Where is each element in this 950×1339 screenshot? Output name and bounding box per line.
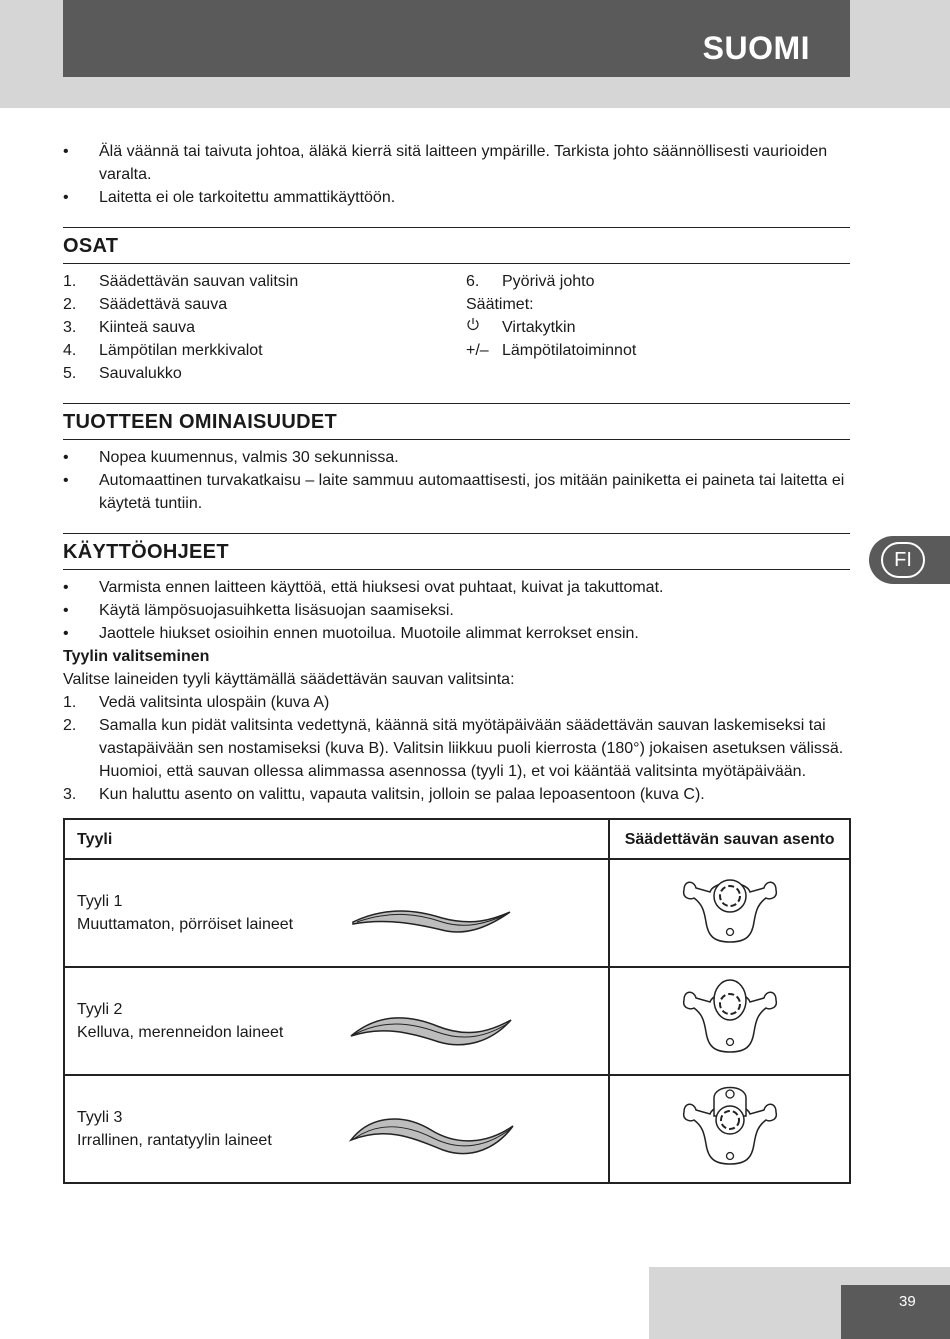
style-name: Tyyli 3 — [77, 1109, 123, 1126]
usage-bullet-list — [63, 576, 850, 645]
list-item: 4. Lämpötilan merkkivalot — [63, 342, 263, 359]
dial-position-2-icon — [609, 967, 850, 1075]
column-header-style: Tyyli — [64, 819, 609, 859]
style-description: Muuttamaton, pörröiset laineet — [77, 916, 294, 933]
language-title: SUOMI — [702, 30, 810, 66]
footer-page-box — [841, 1285, 950, 1339]
list-item: • Käytä lämpösuojasuihketta lisäsuojan saamiseksi. — [63, 602, 454, 619]
section-title-usage: KÄYTTÖOHJEET — [63, 533, 850, 570]
list-item: • Varmista ennen laitteen käyttöä, että hiuksesi ovat puhtaat, kuivat ja takuttomat. — [63, 579, 664, 596]
list-item: • Automaattinen turvakatkaisu – laite sammuu automaattisesti, jos mitään painiketta ei paineta tai laitetta ei käytetä tuntiin. — [63, 472, 845, 512]
list-item: 5. Sauvalukko — [63, 365, 182, 382]
style-name: Tyyli 1 — [77, 893, 123, 910]
list-item: • Laitetta ei ole tarkoitettu ammattikäyttöön. — [63, 189, 396, 206]
power-icon — [466, 316, 480, 339]
section-title-osat: OSAT — [63, 227, 850, 264]
language-tab — [869, 536, 950, 584]
list-item: • Nopea kuumennus, valmis 30 sekunnissa. — [63, 449, 399, 466]
wave-style-3-icon — [347, 1096, 517, 1166]
table-row — [64, 1075, 850, 1183]
list-item: • Jaottele hiukset osioihin ennen muotoilua. Muotoile alimmat kerrokset ensin. — [63, 625, 639, 642]
language-code-badge: FI — [881, 542, 925, 578]
content — [63, 140, 850, 1184]
table-row — [64, 967, 850, 1075]
wave-style-1-icon — [347, 880, 517, 950]
list-item: 3. Kun haluttu asento on valittu, vapauta valitsin, jolloin se palaa lepoasentoon (kuva C). — [63, 786, 705, 803]
parts-list — [63, 270, 850, 385]
page-number: 39 — [899, 1293, 916, 1310]
dial-position-3-icon — [609, 1075, 850, 1183]
style-intro: Valitse laineiden tyyli käyttämällä säädettävän sauvan valitsinta: — [63, 671, 515, 688]
controls-label: Säätimet: — [466, 296, 534, 313]
style-table — [63, 818, 851, 1184]
features-bullet-list — [63, 446, 850, 515]
column-header-position: Säädettävän sauvan asento — [609, 819, 850, 859]
style-heading: Tyylin valitseminen — [63, 648, 210, 665]
list-item: Virtakytkin — [466, 316, 850, 339]
list-item: 1. Säädettävän sauvan valitsin — [63, 273, 299, 290]
style-name: Tyyli 2 — [77, 1001, 123, 1018]
header-bar — [63, 0, 850, 77]
wave-style-2-icon — [347, 988, 517, 1058]
steps-list — [63, 691, 850, 806]
style-description: Kelluva, merenneidon laineet — [77, 1024, 284, 1041]
list-item: 6. Pyörivä johto — [466, 273, 595, 290]
table-row — [64, 859, 850, 967]
style-description: Irrallinen, rantatyylin laineet — [77, 1132, 272, 1149]
list-item: 3. Kiinteä sauva — [63, 319, 196, 336]
table-header-row — [64, 819, 850, 859]
intro-bullet-list — [63, 140, 850, 209]
list-item: +/– Lämpötilatoiminnot — [466, 342, 637, 359]
section-title-features: TUOTTEEN OMINAISUUDET — [63, 403, 850, 440]
dial-position-1-icon — [609, 859, 850, 967]
list-item: 1. Vedä valitsinta ulospäin (kuva A) — [63, 694, 330, 711]
list-item: 2. Säädettävä sauva — [63, 296, 228, 313]
list-item: • Älä väännä tai taivuta johtoa, äläkä kierrä sitä laitteen ympärille. Tarkista johto säännöllisesti vaurioiden varalta. — [63, 143, 828, 183]
list-item: 2. Samalla kun pidät valitsinta vedettynä, käännä sitä myötäpäivään säädettävän sauvan laskemiseksi tai vastapäivään sen nostamiseksi (kuva B). Valitsin liikkuu puoli kierrosta (180°) jokaisen asetuksen välissä. Huomioi, että sauvan ollessa alimmassa asennossa (tyyli 1), et voi kääntää valitsinta myötäpäivään. — [63, 717, 844, 780]
